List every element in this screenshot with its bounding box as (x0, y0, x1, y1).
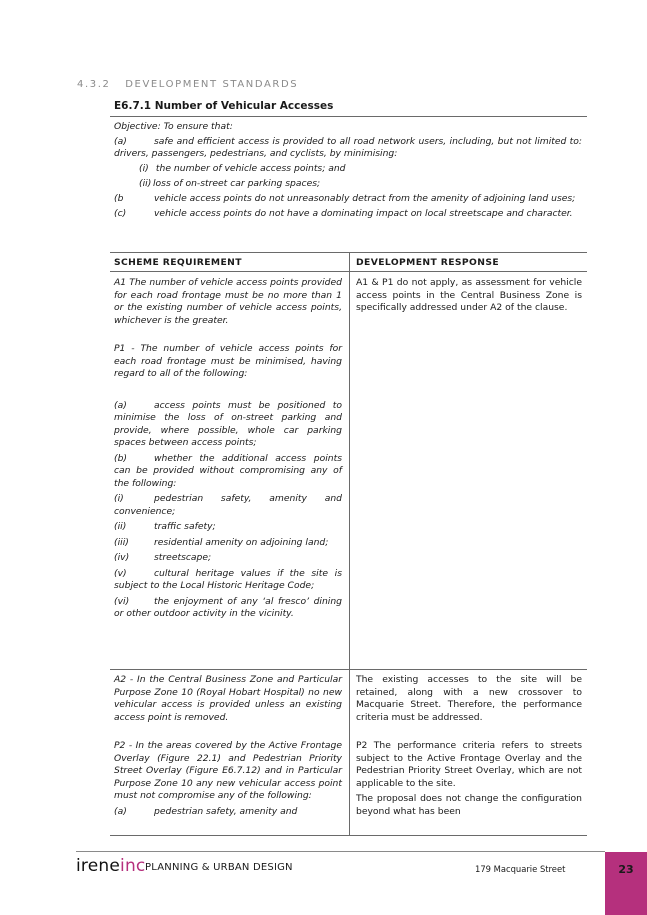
row2-requirement (114, 674, 342, 821)
objective-item-a: (a) safe and efficient access is provided to all road network users, including, but not limited to: drivers, passengers, pedestrians, and cyclists, by minimising: (114, 136, 582, 160)
p1-item-v: (v) cultural heritage values if the site is subject to the Local Historic Heritage Code; (114, 567, 342, 591)
objective-intro: Objective: To ensure that: (114, 121, 233, 132)
row1-requirement (114, 277, 342, 624)
p1-text: P1 - The number of vehicle access points for each road frontage must be minimised, having regard to all of the following: (114, 343, 342, 379)
objective-item-i: (i) the number of vehicle access points; and (139, 163, 346, 175)
section-title: DEVELOPMENT STANDARDS (125, 79, 299, 90)
row-divider-rule (110, 669, 587, 670)
header-development-response: DEVELOPMENT RESPONSE (356, 257, 500, 268)
p1-item-i: (i) pedestrian safety, amenity and convenience; (114, 493, 342, 517)
p2-response-text-2: The proposal does not change the configuration beyond what has been (356, 793, 582, 817)
objective-item-ii: (ii) loss of on-street car parking spaces; (139, 178, 321, 190)
p2-text: P2 - In the areas covered by the Active Frontage Overlay (Figure 22.1) and Pedestrian Priority Street Overlay (Figure E6.7.12) and in Particular Purpose Zone 10 any new vehicular access point must not compromise any of the following: (114, 740, 342, 801)
row1-response (356, 277, 582, 318)
table-top-rule (110, 116, 587, 117)
brand-name-part2: inc (120, 856, 146, 876)
clause-title: E6.7.1 Number of Vehicular Accesses (114, 100, 334, 112)
brand-tagline: PLANNING & URBAN DESIGN (145, 862, 293, 873)
section-heading (77, 79, 298, 90)
objective-block (114, 121, 582, 223)
section-number: 4.3.2 (77, 79, 111, 90)
p1-item-iv: (iv) streetscape; (114, 552, 212, 563)
p1-item-a: (a) access points must be positioned to minimise the loss of on-street parking and provide, where possible, whole car parking spaces between access points; (114, 399, 342, 448)
brand-logo (76, 856, 145, 876)
a1-text: A1 The number of vehicle access points provided for each road frontage must be no more than 1 or the existing number of vehicle access points, whichever is the greater. (114, 277, 342, 326)
page-number-tab (605, 852, 647, 915)
column-divider (349, 252, 350, 836)
objective-item-c: (c) vehicle access points do not have a dominating impact on local streetscape and character. (114, 208, 573, 220)
footer-address: 179 Macquarie Street (475, 864, 566, 874)
brand-name-part1: irene (76, 856, 121, 876)
p1-item-iii: (iii) residential amenity on adjoining land; (114, 536, 329, 548)
objective-item-b: (b vehicle access points do not unreasonably detract from the amenity of adjoining land uses; (114, 193, 576, 205)
table-bottom-rule (110, 835, 587, 836)
p2-response-text-1: P2 The performance criteria refers to streets subject to the Active Frontage Overlay and the Pedestrian Priority Street Overlay, which are not applicable to the site. (356, 740, 582, 789)
p1-item-b: (b) whether the additional access points can be provided without compromising any of the following: (114, 452, 342, 489)
p1-item-vi: (vi) the enjoyment of any ‘al fresco’ dining or other outdoor activity in the vicinity. (114, 595, 342, 619)
p1-item-ii: (ii) traffic safety; (114, 521, 216, 532)
a2-text: A2 - In the Central Business Zone and Particular Purpose Zone 10 (Royal Hobart Hospital) no new vehicular access is provided unless an existing access point is removed. (114, 674, 342, 723)
row1-response-text: A1 & P1 do not apply, as assessment for vehicle access points in the Central Business Zone is specifically addressed under A2 of the clause. (356, 277, 582, 313)
page-number: 23 (618, 863, 634, 876)
header-scheme-requirement: SCHEME REQUIREMENT (114, 257, 242, 268)
a2-response-text: The existing accesses to the site will be retained, along with a new crossover to Macquarie Street. Therefore, the performance criteria must be addressed. (356, 674, 582, 723)
footer-rule (76, 851, 605, 852)
p2-item-a: (a) pedestrian safety, amenity and (114, 805, 298, 817)
row2-response (356, 674, 582, 821)
